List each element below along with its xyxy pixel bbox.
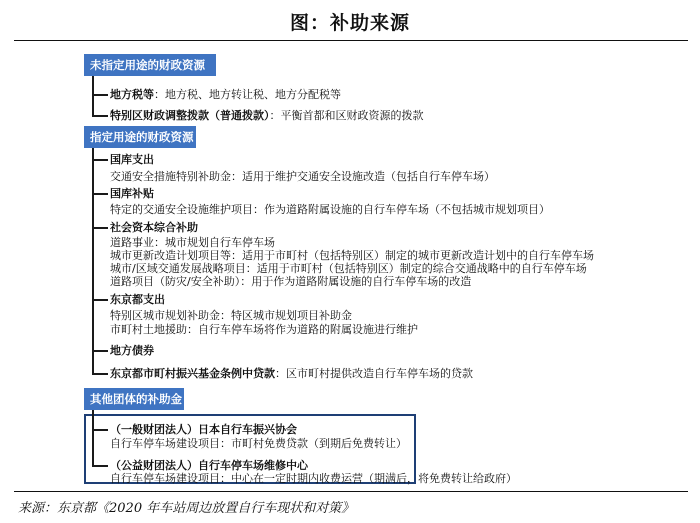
item-local-tax-name: 地方税等 [110,88,154,101]
category-specified: 指定用途的财政资源 [84,126,196,148]
source-note: 来源：东京都《2020 年车站周边放置自行车现状和对策》 [18,501,355,516]
item-maintenance-center-line: 自行车停车场建设项目：中心在一定时期内收费运营（期满后，将免费转让给政府） [110,472,517,485]
item-social-capital-line-3: 道路项目（防灾/安全补助）：用于作为道路附属设施的自行车停车场的改造 [110,275,472,288]
item-tokyo-expenditure-line-0: 特别区城市规划补助金：特区城市规划项目补助金 [110,309,352,322]
bottom-rule [14,491,688,492]
item-promotion-fund-name: 东京都市町村振兴基金条例中贷款 [110,367,275,380]
item-tokyo-expenditure-line-1: 市町村土地援助：自行车停车场将作为道路的附属设施进行维护 [110,323,418,336]
branch-local-tax [92,94,108,96]
item-national-subsidy-name: 国库补贴 [110,187,154,200]
item-special-grant [110,109,424,122]
item-bicycle-association-line: 自行车停车场建设项目：市町村免费贷款（到期后免费转让） [110,437,407,450]
category-others: 其他团体的补助金 [84,388,184,410]
item-promotion-fund-desc: ：区市町村提供改造自行车停车场的贷款 [275,367,473,380]
item-local-tax [110,88,341,101]
branch-national-treasury [92,159,108,161]
branch-social-capital [92,227,108,229]
item-local-tax-desc: ：地方税、地方转让税、地方分配税等 [154,88,341,101]
branch-tokyo-expenditure [92,299,108,301]
branch-bicycle-association [92,429,108,431]
item-local-bonds-name: 地方债券 [110,344,154,357]
item-maintenance-center-name: （公益财团法人）自行车停车场维修中心 [110,459,308,472]
item-social-capital-name: 社会资本综合补助 [110,221,198,234]
item-national-treasury-line-0: 交通安全措施特别补助金：适用于维护交通安全设施改造（包括自行车停车场） [110,170,495,183]
branch-national-subsidy [92,193,108,195]
top-rule [14,40,688,41]
branch-promotion-fund [92,373,108,375]
item-national-treasury-name: 国库支出 [110,153,154,166]
branch-special-grant [92,115,108,117]
connector-specified [92,148,94,374]
item-special-grant-name: 特别区财政调整拨款（普通拨款） [110,109,270,122]
item-social-capital-line-1: 城市更新改造计划项目等：适用于市町村（包括特别区）制定的城市更新改造计划中的自行车停车场 [110,249,594,262]
item-social-capital-line-2: 城市/区域交通发展战略项目：适用于市町村（包括特别区）制定的综合交通战略中的自行车停车场 [110,262,587,275]
connector-unspecified [92,76,94,116]
branch-maintenance-center [92,465,108,467]
item-social-capital-line-0: 道路事业：城市规划自行车停车场 [110,236,275,249]
branch-local-bonds [92,350,108,352]
connector-others [92,410,94,466]
item-bicycle-association-name: （一般财团法人）日本自行车振兴协会 [110,423,297,436]
item-promotion-fund [110,367,473,380]
item-tokyo-expenditure-name: 东京都支出 [110,293,165,306]
item-national-subsidy-line-0: 特定的交通安全设施维护项目：作为道路附属设施的自行车停车场（不包括城市规划项目） [110,203,550,216]
figure-title: 图：补助来源 [289,12,410,34]
item-special-grant-desc: ：平衡首都和区财政资源的拨款 [269,109,424,122]
category-unspecified: 未指定用途的财政资源 [84,54,216,76]
